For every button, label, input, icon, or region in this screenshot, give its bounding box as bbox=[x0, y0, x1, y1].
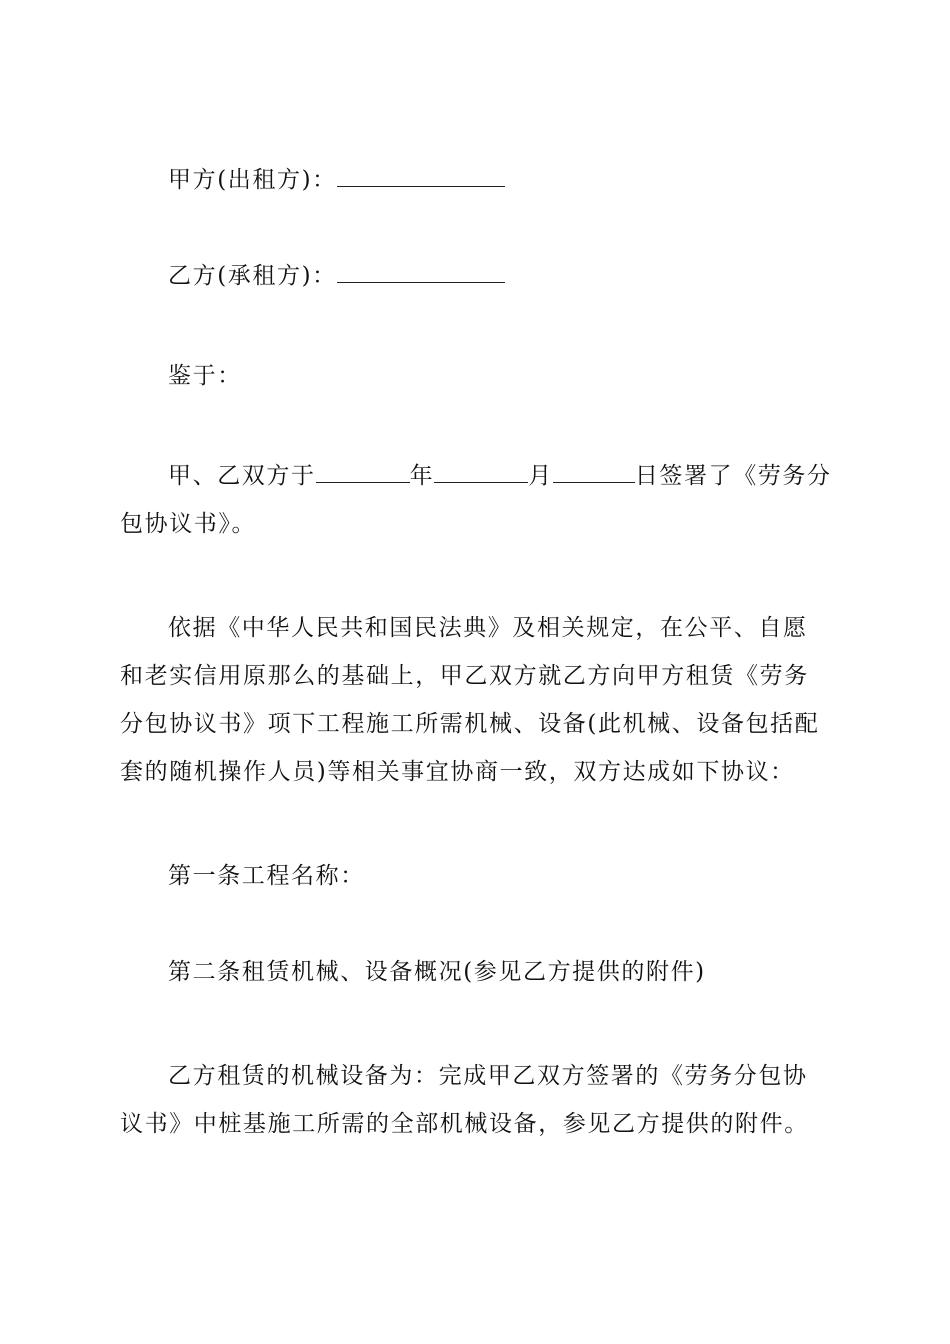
equipment-paragraph bbox=[120, 1052, 832, 1148]
year-blank bbox=[316, 462, 410, 483]
signing-text-end: 日签署了《劳务分包协议书》。 bbox=[120, 463, 832, 537]
party-a-line bbox=[120, 156, 832, 204]
party-a-label: 甲方(出租方)： bbox=[168, 167, 337, 193]
whereas-line bbox=[120, 352, 832, 400]
party-b-blank bbox=[337, 262, 505, 283]
article-2-heading bbox=[120, 948, 832, 996]
party-b-label: 乙方(承租方)： bbox=[168, 263, 337, 289]
equipment-text: 乙方租赁的机械设备为：完成甲乙双方签署的《劳务分包协议书》中桩基施工所需的全部机械设备，参见乙方提供的附件。 bbox=[120, 1063, 809, 1137]
party-b-line bbox=[120, 252, 832, 300]
party-a-blank bbox=[337, 166, 505, 187]
article-1-heading bbox=[120, 852, 832, 900]
month-label: 月 bbox=[528, 463, 553, 489]
article-1-title: 第一条工程名称： bbox=[168, 863, 365, 889]
year-label: 年 bbox=[409, 463, 435, 489]
whereas-label: 鉴于： bbox=[168, 363, 242, 389]
article-2-title: 第二条租赁机械、设备概况(参见乙方提供的附件) bbox=[168, 959, 706, 985]
basis-paragraph bbox=[120, 604, 832, 796]
signing-paragraph bbox=[120, 452, 832, 548]
day-blank bbox=[553, 462, 635, 483]
basis-text: 依据《中华人民共和国民法典》及相关规定，在公平、自愿和老实信用原那么的基础上，甲乙双方就乙方向甲方租赁《劳务分包协议书》项下工程施工所需机械、设备(此机械、设备包括配套的随机操作人员)等相关事宜协商一致，双方达成如下协议： bbox=[120, 615, 820, 785]
month-blank bbox=[434, 462, 528, 483]
signing-text-start: 甲、乙双方于 bbox=[168, 463, 316, 489]
